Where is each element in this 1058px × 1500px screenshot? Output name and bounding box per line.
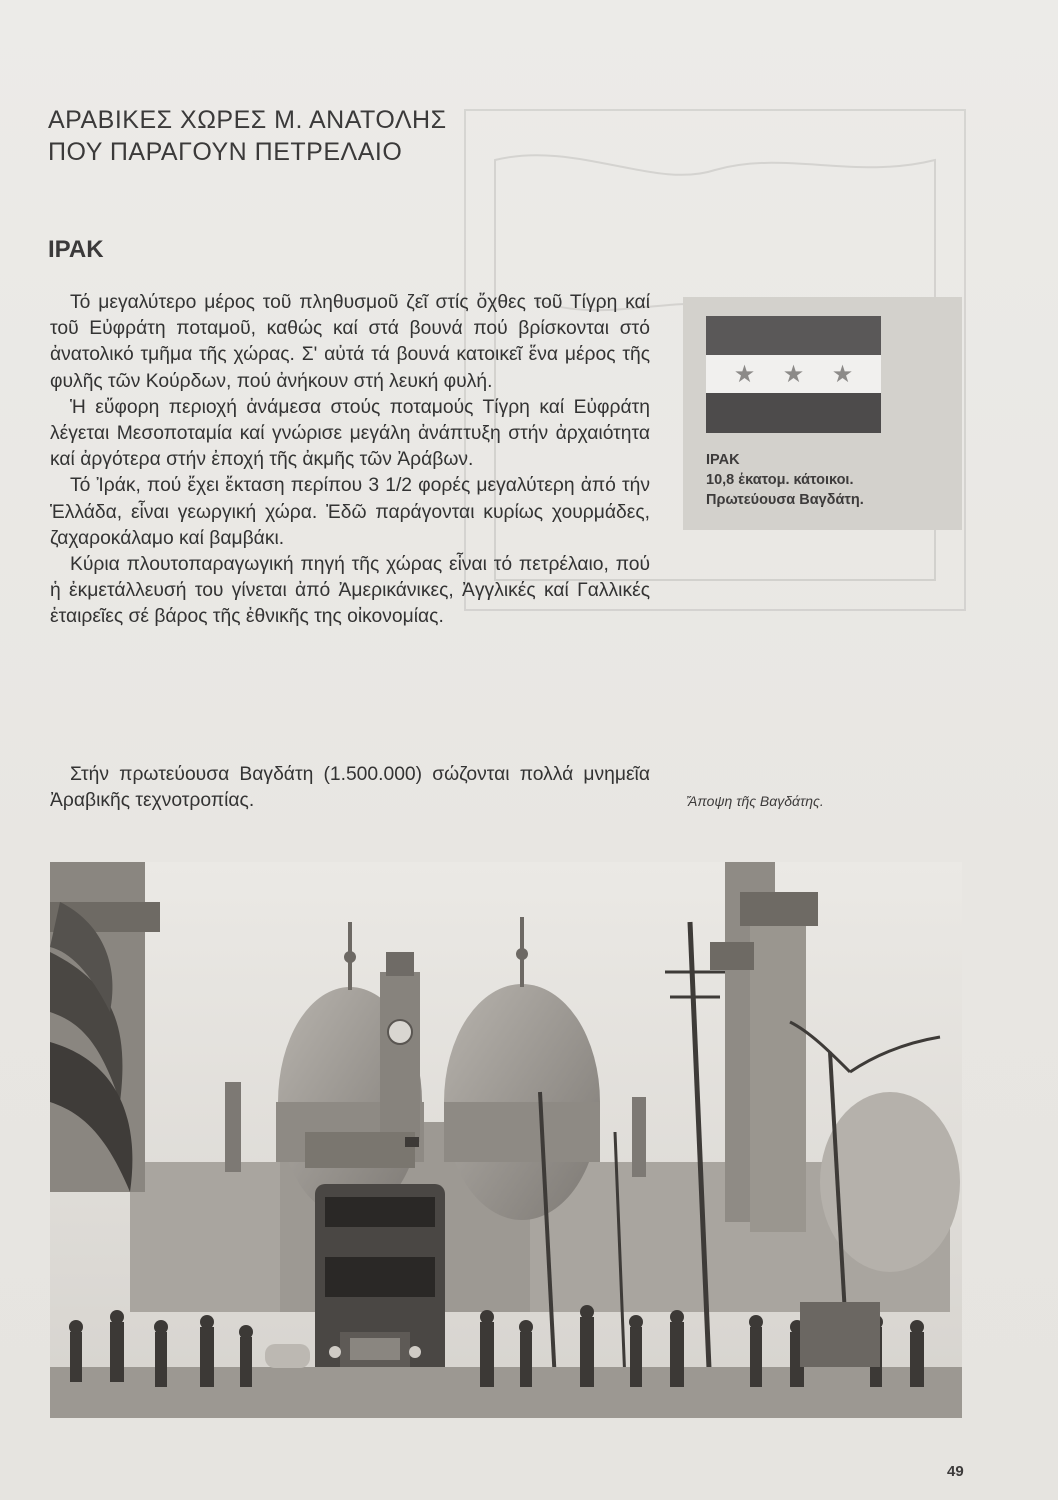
- paragraph-mesopotamia: Ἡ εὔφορη περιοχή ἀνάμεσα στούς ποταμούς Τίγρη καί Εὐφράτη λέγεται Μεσοποταμία καί γνώρισε μεγάλη ἀνάπτυξη στήν ἀρχαιότητα καί ἀργότερα στήν ἐποχή τῆς ἀκμῆς τῶν Ἀράβων.: [50, 396, 650, 471]
- paragraph-capital: Στήν πρωτεύουσα Βαγδάτη (1.500.000) σώζονται πολλά μνημεῖα Ἀραβικῆς τεχνοτροπίας.: [50, 764, 650, 812]
- paragraph-population: Τό μεγαλύτερο μέρος τοῦ πληθυσμοῦ ζεῖ στίς ὄχθες τοῦ Τίγρη καί τοῦ Εὐφράτη ποταμοῦ, καθώς καί στά βουνά πού βρίσκονται στό ἀνατολικό τμῆμα τῆς χώρας. Σ' αὐτά τά βουνά κατοικεῖ ἕνα μέρος τῆς φυλῆς τῶν Κούρδων, πού ἀνήκουν στή λευκή φυλή.: [50, 292, 650, 392]
- iraq-flag: [706, 316, 881, 433]
- main-text: [50, 290, 650, 631]
- star-icon: ★: [831, 360, 854, 388]
- flag-stars: [706, 355, 881, 393]
- star-icon: ★: [733, 360, 756, 388]
- paragraph-agriculture: Τό Ἰράκ, πού ἔχει ἔκταση περίπου 3 1/2 φορές μεγαλύτερη ἀπό τήν Ἑλλάδα, εἶναι γεωργική χώρα. Ἐδῶ παράγονται κυρίως χουρμάδες, ζαχαροκάλαμο καί βαμβάκι.: [50, 475, 650, 549]
- flag-caption-capital: Πρωτεύουσα Βαγδάτη.: [706, 492, 864, 508]
- flag-bottom-stripe: [706, 393, 881, 433]
- flag-top-stripe: [706, 316, 881, 355]
- baghdad-street-illustration: [50, 862, 962, 1418]
- baghdad-photo: [50, 862, 962, 1418]
- country-title: ΙΡΑΚ: [48, 236, 104, 263]
- flag-caption-population: 10,8 ἑκατομ. κάτοικοι.: [706, 472, 854, 488]
- flag-card: [683, 297, 962, 530]
- paragraph-oil: Κύρια πλουτοπαραγωγική πηγή τῆς χώρας εἶναι τό πετρέλαιο, πού ἡ ἐκμετάλλευσή του γίνεται ἀπό Ἀμερικάνικες, Ἀγγλικές καί Γαλλικές ἑταιρεῖες σέ βάρος τῆς ἐθνικῆς της οἰκονομίας.: [50, 554, 650, 628]
- photo-caption: Ἄποψη τῆς Βαγδάτης.: [686, 793, 824, 809]
- flag-caption: [706, 450, 864, 510]
- flag-caption-country: ΙΡΑΚ: [706, 452, 740, 468]
- page-number: 49: [947, 1463, 964, 1480]
- section-heading: ΑΡΑΒΙΚΕΣ ΧΩΡΕΣ Μ. ΑΝΑΤΟΛΗΣ ΠΟΥ ΠΑΡΑΓΟΥΝ ΠΕΤΡΕΛΑΙΟ: [48, 106, 447, 166]
- star-icon: ★: [782, 360, 805, 388]
